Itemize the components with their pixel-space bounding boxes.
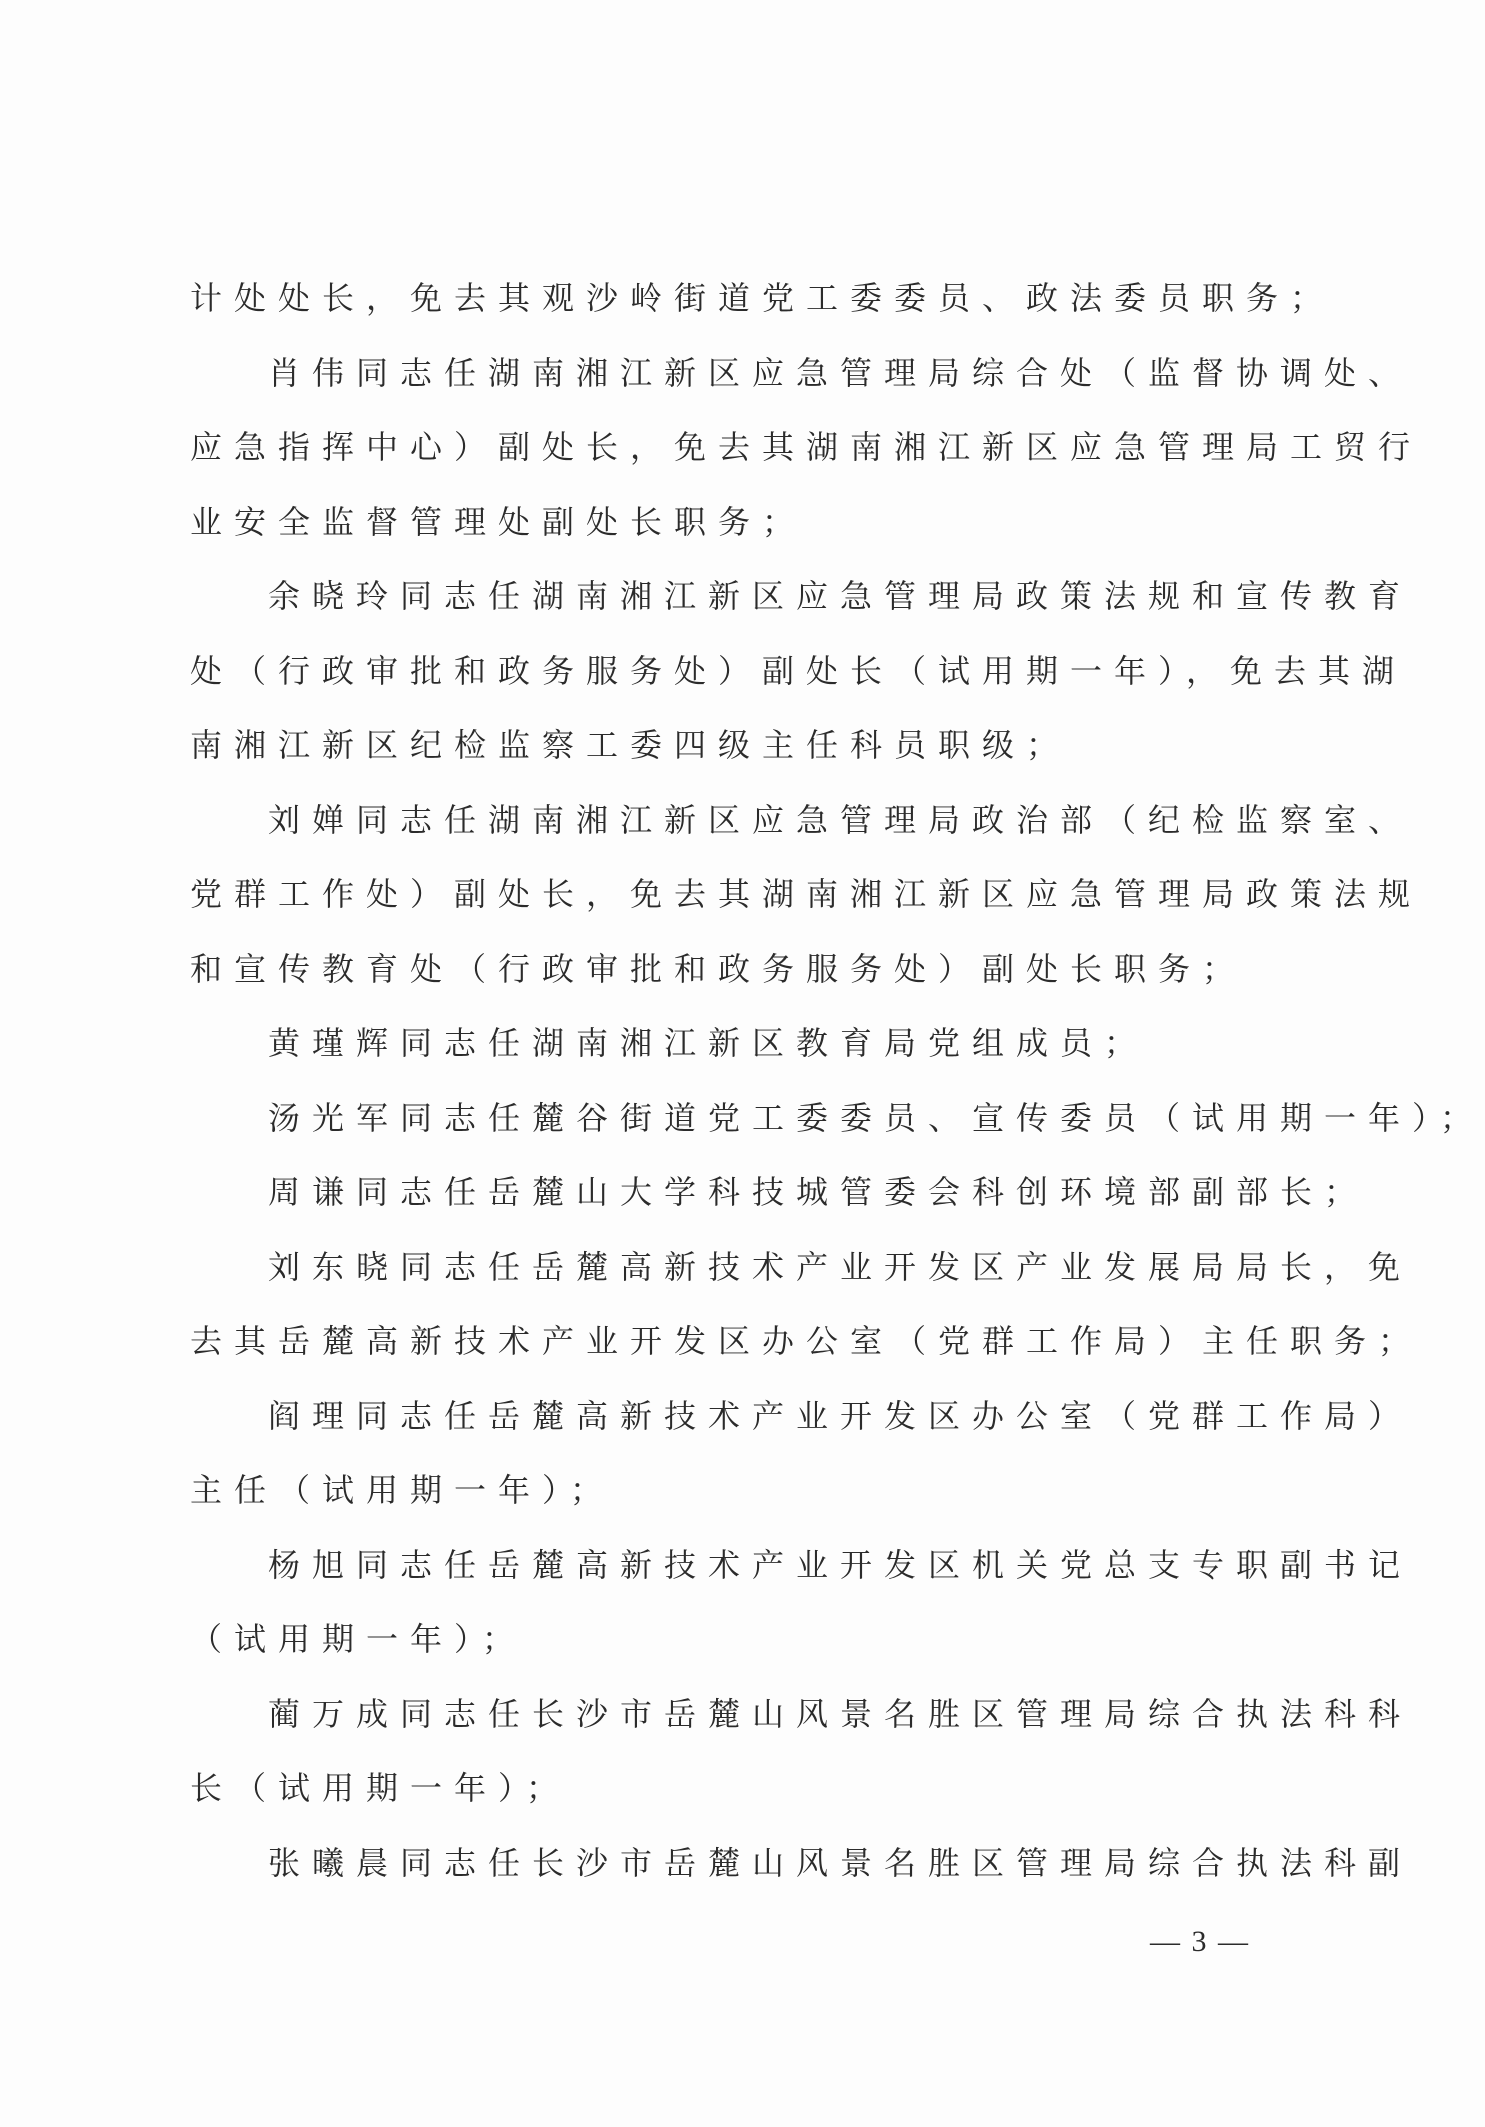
text-line: 计处处长，免去其观沙岭街道党工委委员、政法委员职务； <box>190 279 1335 317</box>
text-line: 阎理同志任岳麓高新技术产业开发区办公室（党群工作局） <box>268 1396 1413 1435</box>
text-line: 去其岳麓高新技术产业开发区办公室（党群工作局）主任职务； <box>190 1322 1423 1360</box>
text-line: 蔺万成同志任长沙市岳麓山风景名胜区管理局综合执法科科 <box>268 1694 1413 1733</box>
page-number: — 3 — <box>1150 1925 1250 1958</box>
text-line: 处（行政审批和政务服务处）副处长（试用期一年），免去其湖 <box>190 651 1407 690</box>
text-line: 南湘江新区纪检监察工委四级主任科员职级； <box>190 726 1071 764</box>
text-line: 刘东晓同志任岳麓高新技术产业开发区产业发展局局长，免 <box>268 1247 1413 1286</box>
text-line: 党群工作处）副处长，免去其湖南湘江新区应急管理局政策法规 <box>190 875 1423 913</box>
text-line: 业安全监督管理处副处长职务； <box>190 502 807 541</box>
text-line: 杨旭同志任岳麓高新技术产业开发区机关党总支专职副书记 <box>268 1545 1413 1584</box>
text-line: （试用期一年）； <box>190 1620 527 1658</box>
text-line: 肖伟同志任湖南湘江新区应急管理局综合处（监督协调处、 <box>268 353 1413 392</box>
text-line: 主任（试用期一年）； <box>190 1471 615 1509</box>
text-line: 应急指挥中心）副处长，免去其湖南湘江新区应急管理局工贸行 <box>190 428 1423 466</box>
text-line: 张曦晨同志任长沙市岳麓山风景名胜区管理局综合执法科副 <box>268 1843 1413 1882</box>
text-line: 刘婵同志任湖南湘江新区应急管理局政治部（纪检监察室、 <box>268 800 1413 839</box>
text-line: 黄瑾辉同志任湖南湘江新区教育局党组成员； <box>268 1024 1149 1062</box>
text-line: 长（试用期一年）； <box>190 1769 571 1807</box>
text-line: 汤光军同志任麓谷街道党工委委员、宣传委员（试用期一年）； <box>268 1098 1485 1137</box>
document-body <box>190 279 1485 1919</box>
text-line: 余晓玲同志任湖南湘江新区应急管理局政策法规和宣传教育 <box>268 577 1413 615</box>
text-line: 和宣传教育处（行政审批和政务服务处）副处长职务； <box>190 949 1247 988</box>
text-line: 周谦同志任岳麓山大学科技城管委会科创环境部副部长； <box>268 1173 1369 1211</box>
